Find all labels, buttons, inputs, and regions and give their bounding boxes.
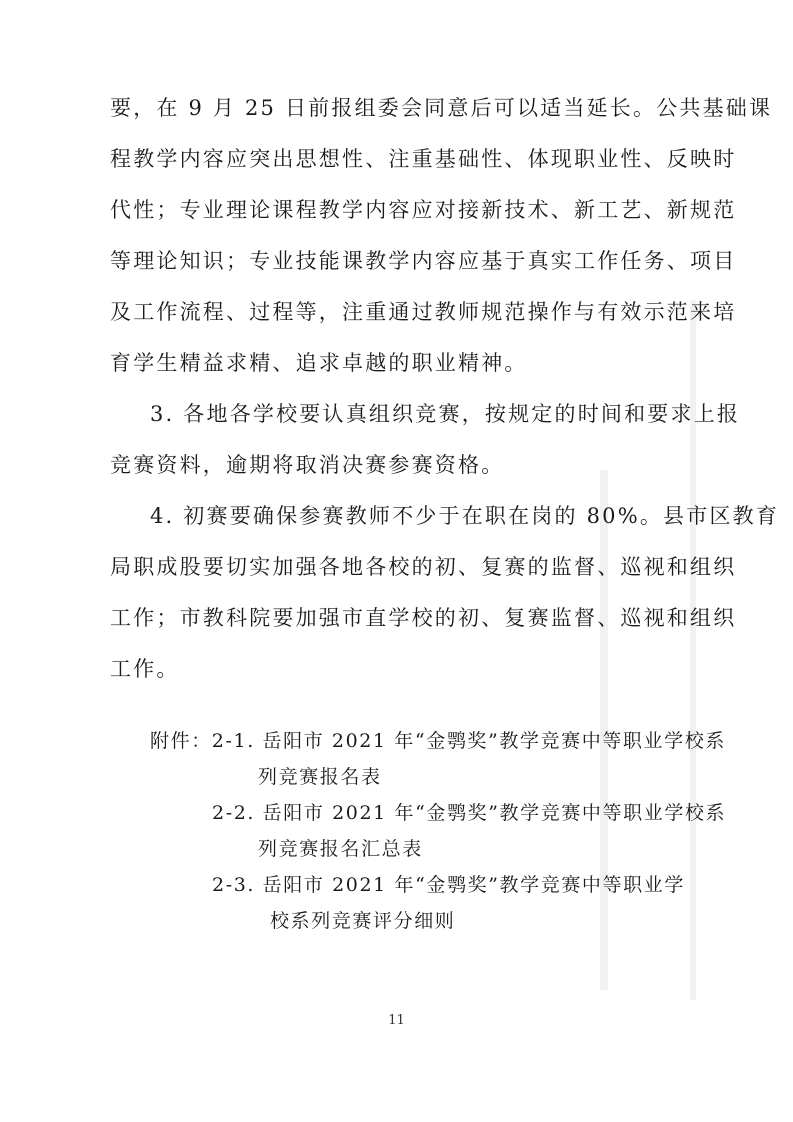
attachment-line: 附件：2-1. 岳阳市 2021 年“金鹗奖”教学竞赛中等职业学校系 (150, 730, 726, 752)
attachment-line: 列竞赛报名汇总表 (258, 838, 423, 860)
attachment-line: 列竞赛报名表 (258, 766, 382, 788)
body-line: 4. 初赛要确保参赛教师不少于在职在岗的 80%。县市区教育 (150, 504, 780, 528)
body-line: 工作。 (110, 657, 180, 681)
body-line: 及工作流程、过程等，注重通过教师规范操作与有效示范来培 (110, 300, 737, 324)
attachment-line: 2-2. 岳阳市 2021 年“金鹗奖”教学竞赛中等职业学校系 (212, 802, 727, 824)
body-line: 要，在 9 月 25 日前报组委会同意后可以适当延长。公共基础课 (110, 96, 773, 120)
page-number: 11 (388, 1013, 405, 1028)
body-line: 代性；专业理论课程教学内容应对接新技术、新工艺、新规范 (110, 198, 737, 222)
attachment-line: 校系列竞赛评分细则 (270, 910, 456, 932)
body-line: 等理论知识；专业技能课教学内容应基于真实工作任务、项目 (110, 249, 737, 273)
body-line: 3. 各地各学校要认真组织竞赛，按规定的时间和要求上报 (150, 402, 741, 426)
body-line: 竞赛资料，逾期将取消决赛参赛资格。 (110, 453, 505, 477)
body-line: 工作；市教科院要加强市直学校的初、复赛监督、巡视和组织 (110, 606, 737, 630)
attachment-line: 2-3. 岳阳市 2021 年“金鹗奖”教学竞赛中等职业学 (212, 874, 685, 896)
body-line: 程教学内容应突出思想性、注重基础性、体现职业性、反映时 (110, 147, 737, 171)
body-line: 局职成股要切实加强各地各校的初、复赛的监督、巡视和组织 (110, 555, 737, 579)
body-line: 育学生精益求精、追求卓越的职业精神。 (110, 351, 528, 375)
